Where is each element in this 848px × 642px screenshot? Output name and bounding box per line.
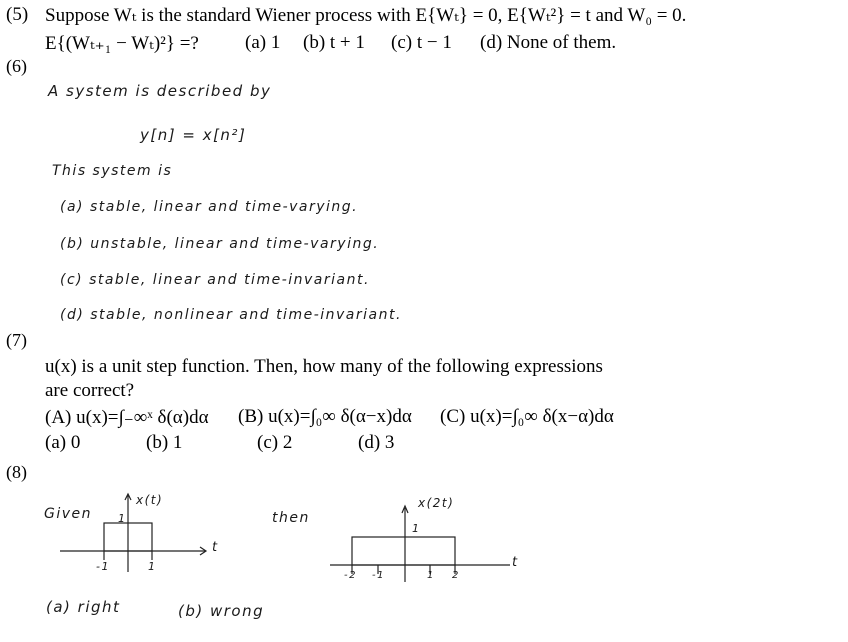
plot1-ylabel: x(t) [136,493,164,507]
plot2-tick-1-label: 1 [427,570,435,581]
q8-option-b: (b) wrong [178,602,265,620]
q6-option-d: (d) stable, nonlinear and time-invariant. [60,307,402,323]
q5-number: (5) [6,4,29,25]
q7-expression-a: (A) u(x)=∫₋∞ˣ δ(α)dα [45,407,209,428]
q8-then-label: then [272,510,310,526]
q7-number: (7) [6,330,27,350]
q6-equation: y[n] = x[n²] [140,126,247,144]
plot2-tick-m2-label: -2 [344,570,357,581]
q5-option-b: (b) t + 1 [303,32,365,53]
q8-option-a: (a) right [46,598,121,616]
q5-question: E{(Wₜ₊₁ − Wₜ)²} =? [45,33,199,54]
q7-line2: are correct? [45,380,135,401]
q8-number: (8) [6,462,27,482]
q7-line1: u(x) is a unit step function. Then, how many of the following expressions [45,356,603,377]
q7-option-a: (a) 0 [45,432,81,453]
q6-option-c: (c) stable, linear and time-invariant. [60,272,370,288]
q7-option-b: (b) 1 [146,432,183,453]
q5-option-d: (d) None of them. [480,32,617,53]
q7-option-d: (d) 3 [358,432,395,453]
plot2-xlabel: t [512,555,519,570]
q7-expression-b: (B) u(x)=∫₀∞ δ(α−x)dα [238,406,412,427]
plot1-xlabel: t [212,540,219,555]
plot1-height-label: 1 [118,512,127,525]
q5-statement: Suppose Wₜ is the standard Wiener process with E{Wₜ} = 0, E{Wₜ²} = t and W₀ = 0. [45,5,687,26]
q7-expression-c: (C) u(x)=∫₀∞ δ(x−α)dα [440,406,614,427]
plot2-pulse [352,537,455,565]
q6-prompt: This system is [52,163,173,179]
q6-number: (6) [6,56,27,76]
q6-intro: A system is described by [48,82,272,100]
q6-option-b: (b) unstable, linear and time-varying. [60,236,380,252]
plot2-height-label: 1 [412,522,421,535]
plot1-tick-neg-label: -1 [96,560,110,573]
plot2-tick-2-label: 2 [452,570,460,581]
q5-option-c: (c) t − 1 [391,32,452,53]
q7-option-c: (c) 2 [257,432,293,453]
q8-given-label: Given [44,506,93,522]
q5-option-a: (a) 1 [245,32,281,53]
plot2-ylabel: x(2t) [418,496,455,510]
plot2-tick-m1-label: -1 [372,570,385,581]
q6-option-a: (a) stable, linear and time-varying. [60,199,359,215]
plot1-tick-pos-label: 1 [148,560,157,573]
